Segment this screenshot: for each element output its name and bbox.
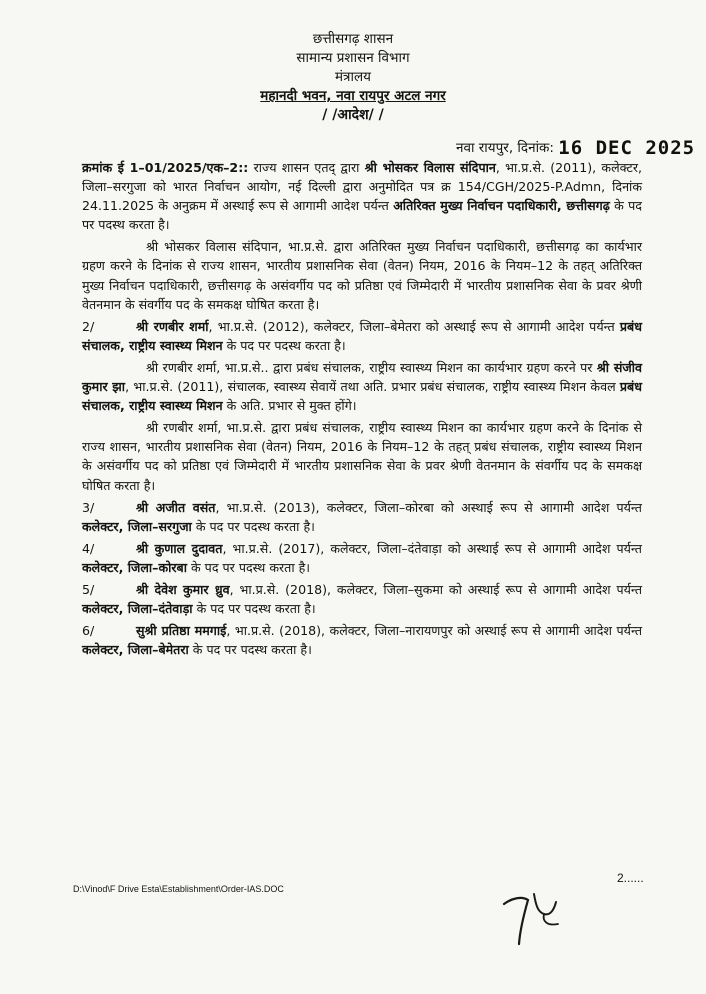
order-number: क्रमांक ई 1–01/2025/एक–2::: [82, 160, 249, 175]
officer-name: श्री रणबीर शर्मा: [136, 318, 209, 334]
officer-name: श्री अजीत वसंत: [136, 499, 216, 515]
post-name: अतिरिक्त मुख्य निर्वाचन पदाधिकारी, छत्तीसगढ़: [393, 198, 610, 214]
officer-name: श्री संजीव कुमार झा: [82, 359, 642, 395]
ministry-name: मंत्रालय: [334, 69, 371, 85]
govt-name: छत्तीसगढ़ शासन: [312, 31, 394, 47]
order-body: [82, 158, 642, 662]
office-address: महानदी भवन, नवा रायपुर अटल नगर: [260, 88, 446, 104]
officer-name: सुश्री प्रतिष्ठा ममगाई: [136, 623, 227, 639]
letterhead: [0, 30, 706, 125]
paragraph-2c: श्री रणबीर शर्मा, भा.प्र.से. द्वारा प्रबंध संचालक, राष्ट्रीय स्वास्थ्य मिशन का कार्यभार ग्रहण करने के दिनांक से राज्य शासन, भारतीय प्रशासनिक सेवा (वेतन) नियम, 2016 के नियम–12 के तहत् प्रबंध संचालक, राष्ट्रीय स्वास्थ्य मिशन के असंवर्गीय पद को प्रतिष्ठा एवं जिम्मेदारी में भारतीय प्रशासनिक सेवा के प्रवर श्रेणी वेतनमान के संवर्गीय पद के समकक्ष घोषित करता है।: [82, 420, 642, 493]
item-number: 5/: [82, 581, 95, 597]
paragraph-1b: श्री भोसकर विलास संदिपान, भा.प्र.से. द्वारा अतिरिक्त मुख्य निर्वाचन पदाधिकारी, छत्तीसगढ़ का कार्यभार ग्रहण करने के दिनांक से राज्य शासन, भारतीय प्रशासनिक सेवा (वेतन) नियम, 2016 के नियम–12 के तहत् अतिरिक्त मुख्य निर्वाचन पदाधिकारी, छत्तीसगढ़ के असंवर्गीय पद को प्रतिष्ठा एवं जिम्मेदारी में भारतीय प्रशासनिक सेवा के प्रवर श्रेणी वेतनमान के संवर्गीय पद के समकक्ष घोषित करता है।: [82, 239, 642, 312]
next-page-indicator: 2......: [617, 871, 644, 885]
post-name: प्रबंध संचालक, राष्ट्रीय स्वास्थ्य मिशन: [82, 318, 642, 353]
order-title: / /आदेश/ /: [322, 107, 384, 123]
paragraph-3: 3/ श्री अजीत वसंत, भा.प्र.से. (2013), कलेक्टर, जिला–कोरबा को अस्थाई रूप से आगामी आदेश पर्यन्त कलेक्टर, जिला–सरगुजा के पद पर पदस्थ करता है।: [82, 499, 642, 534]
file-path: D:\Vinod\F Drive Esta\Establishment\Order-IAS.DOC: [73, 884, 284, 894]
paragraph-2b: श्री रणबीर शर्मा, भा.प्र.से.. द्वारा प्रबंध संचालक, राष्ट्रीय स्वास्थ्य मिशन का कार्यभार ग्रहण करने पर श्री संजीव कुमार झा, भा.प्र.से. (2011), संचालक, स्वास्थ्य सेवायें तथा अति. प्रभार प्रबंध संचालक, राष्ट्रीय स्वास्थ्य मिशन केवल प्रबंध संचालक, राष्ट्रीय स्वास्थ्य मिशन के अति. प्रभार से मुक्त होंगे।: [82, 359, 642, 414]
paragraph-2: 2/ श्री रणबीर शर्मा, भा.प्र.से. (2012), कलेक्टर, जिला–बेमेतरा को अस्थाई रूप से आगामी आदेश पर्यन्त प्रबंध संचालक, राष्ट्रीय स्वास्थ्य मिशन के पद पर पदस्थ करता है।: [82, 318, 642, 353]
date-stamp: 16 DEC 2025: [558, 137, 696, 159]
post-name: प्रबंध संचालक, राष्ट्रीय स्वास्थ्य मिशन: [82, 379, 642, 414]
officer-name: श्री भोसकर विलास संदिपान: [364, 160, 496, 175]
department-name: सामान्य प्रशासन विभाग: [296, 50, 410, 66]
item-number: 6/: [82, 623, 95, 639]
signature: [498, 882, 578, 952]
date-label: नवा रायपुर, दिनांक:: [456, 140, 554, 156]
paragraph-1: क्रमांक ई 1–01/2025/एक–2:: राज्य शासन एतद् द्वारा श्री भोसकर विलास संदिपान, भा.प्र.से. (2011), कलेक्टर, जिला–सरगुजा को भारत निर्वाचन आयोग, नई दिल्ली द्वारा अनुमोदित पत्र क्र 154/CGH/2025-P.Admn, दिनांक 24.11.2025 के अनुक्रम में अस्थाई रूप से आगामी आदेश पर्यन्त अतिरिक्त मुख्य निर्वाचन पदाधिकारी, छत्तीसगढ़ के पद पर पदस्थ करता है।: [82, 160, 643, 233]
item-number: 2/: [82, 318, 95, 334]
item-number: 4/: [82, 540, 95, 556]
post-name: कलेक्टर, जिला–बेमेतरा: [82, 642, 189, 658]
officer-name: श्री देवेश कुमार ध्रुव: [136, 581, 230, 597]
post-name: कलेक्टर, जिला–दंतेवाड़ा: [82, 601, 193, 617]
item-number: 3/: [82, 499, 95, 515]
date-line: [456, 135, 695, 157]
post-name: कलेक्टर, जिला–सरगुजा: [82, 518, 192, 534]
officer-name: श्री कुणाल दुदावत: [136, 540, 223, 556]
paragraph-5: 5/ श्री देवेश कुमार ध्रुव, भा.प्र.से. (2018), कलेक्टर, जिला–सुकमा को अस्थाई रूप से आगामी आदेश पर्यन्त कलेक्टर, जिला–दंतेवाड़ा के पद पर पदस्थ करता है।: [82, 581, 642, 617]
paragraph-4: 4/ श्री कुणाल दुदावत, भा.प्र.से. (2017), कलेक्टर, जिला–दंतेवाड़ा को अस्थाई रूप से आगामी आदेश पर्यन्त कलेक्टर, जिला–कोरबा के पद पर पदस्थ करता है।: [82, 540, 642, 575]
post-name: कलेक्टर, जिला–कोरबा: [82, 559, 187, 575]
paragraph-6: 6/ सुश्री प्रतिष्ठा ममगाई, भा.प्र.से. (2018), कलेक्टर, जिला–नारायणपुर को अस्थाई रूप से आगामी आदेश पर्यन्त कलेक्टर, जिला–बेमेतरा के पद पर पदस्थ करता है।: [82, 623, 642, 658]
